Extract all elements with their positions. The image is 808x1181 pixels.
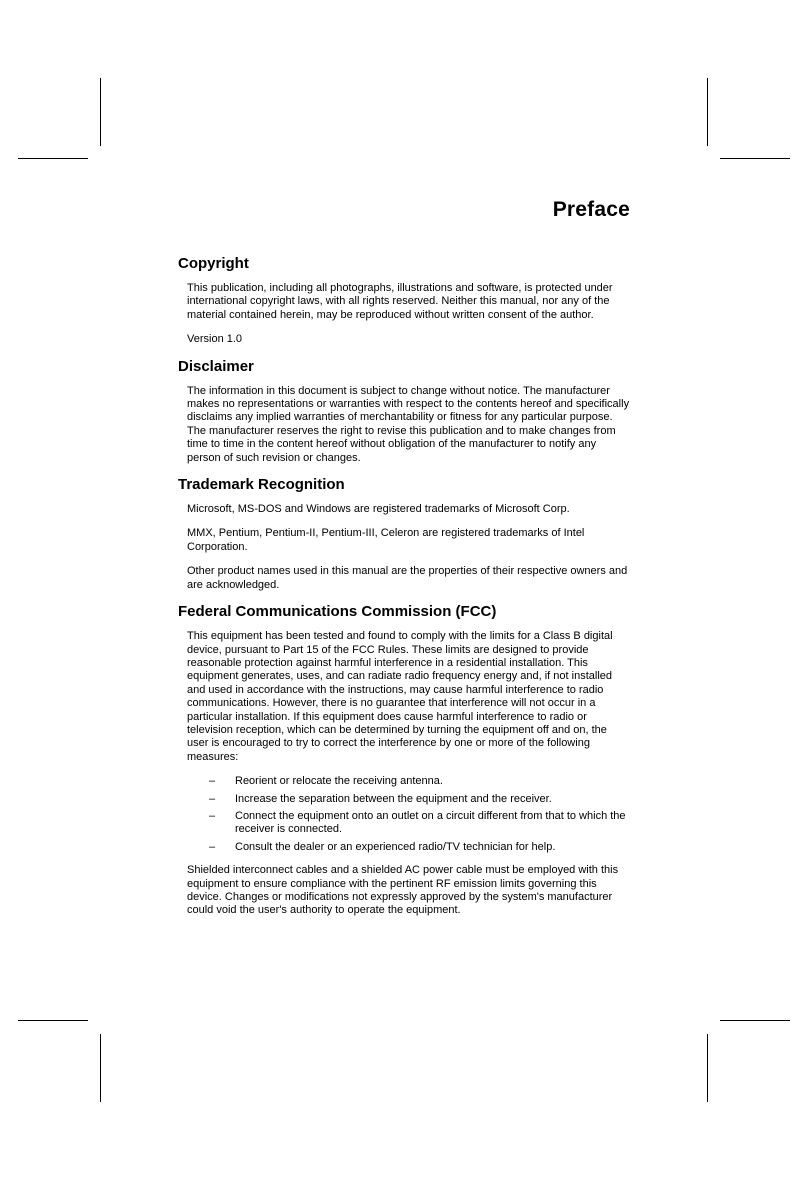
bullet-dash: – [209, 840, 216, 853]
list-item-text: Reorient or relocate the receiving antenna. [235, 775, 443, 788]
crop-mark-bottom-left-horizontal [18, 1020, 88, 1021]
list-item-text: Connect the equipment onto an outlet on a circuit different from that to which the receiver is connected. [235, 809, 626, 836]
section-heading-copyright: Copyright [178, 255, 249, 272]
version-text: Version 1.0 [187, 333, 243, 346]
section-copyright [178, 255, 630, 347]
crop-mark-top-right-vertical [707, 78, 708, 146]
section-fcc [178, 603, 630, 918]
fcc-intro-paragraph: This equipment has been tested and found to comply with the limits for a Class B digital device, pursuant to Part 15 of the FCC Rules. These limits are designed to provide reasonable protection against harmful interference in a residential installation. This equipment generates, uses, and can radiate radio frequency energy and, if not installed and used in accordance with the instructions, may cause harmful interference to radio communications. However, there is no guarantee that interference will not occur in a particular installation. If this equipment does cause harmful interference to radio or television reception, which can be determined by turning the equipment off and on, the user is encouraged to try to correct the interference by one or more of the following measures: [187, 630, 613, 763]
section-heading-disclaimer: Disclaimer [178, 357, 254, 375]
page-title: Preface [552, 198, 630, 221]
fcc-measures-list [187, 775, 630, 854]
document-body [178, 255, 630, 929]
crop-mark-top-right-horizontal [720, 158, 790, 159]
list-item [187, 810, 630, 837]
list-item-text: Increase the separation between the equipment and the receiver. [235, 792, 552, 805]
list-item [187, 775, 630, 788]
list-item-text: Consult the dealer or an experienced radio/TV technician for help. [235, 840, 556, 853]
crop-mark-bottom-left-vertical [100, 1034, 101, 1102]
crop-mark-bottom-right-vertical [707, 1034, 708, 1102]
copyright-paragraph: This publication, including all photographs, illustrations and software, is protected under international copyright laws, with all rights reserved. Neither this manual, nor any of the material contained herein, may be reproduced without written consent of the author. [187, 282, 613, 321]
bullet-dash: – [209, 792, 216, 805]
trademark-other: Other product names used in this manual are the properties of their respective owners and are acknowledged. [187, 565, 628, 591]
section-disclaimer [178, 358, 630, 465]
trademark-intel: MMX, Pentium, Pentium-II, Pentium-III, Celeron are registered trademarks of Intel Corporation. [187, 527, 585, 553]
crop-mark-top-left-horizontal [18, 158, 88, 159]
crop-mark-top-left-vertical [100, 78, 101, 146]
disclaimer-paragraph: The information in this document is subject to change without notice. The manufacturer makes no representations or warranties with respect to the contents hereof and specifically disclaims any implied warranties of merchantability or fitness for any particular purpose. The manufacturer reserves the right to revise this publication and to make changes from time to time in the content hereof without obligation of the manufacturer to notify any person of such revision or changes. [187, 384, 630, 464]
list-item [187, 841, 630, 854]
bullet-dash: – [209, 775, 216, 788]
crop-mark-bottom-right-horizontal [720, 1020, 790, 1021]
section-heading-trademark: Trademark Recognition [178, 476, 345, 494]
section-trademark [178, 476, 630, 592]
section-heading-fcc: Federal Communications Commission (FCC) [178, 603, 497, 621]
trademark-microsoft: Microsoft, MS-DOS and Windows are registered trademarks of Microsoft Corp. [187, 503, 570, 516]
bullet-dash: – [209, 809, 216, 822]
list-item [187, 793, 630, 806]
fcc-closing-paragraph: Shielded interconnect cables and a shielded AC power cable must be employed with this equipment to ensure compliance with the pertinent RF emission limits governing this device. Changes or modifications not expressly approved by the system's manufacturer could void the user's authority to operate the equipment. [187, 864, 619, 917]
